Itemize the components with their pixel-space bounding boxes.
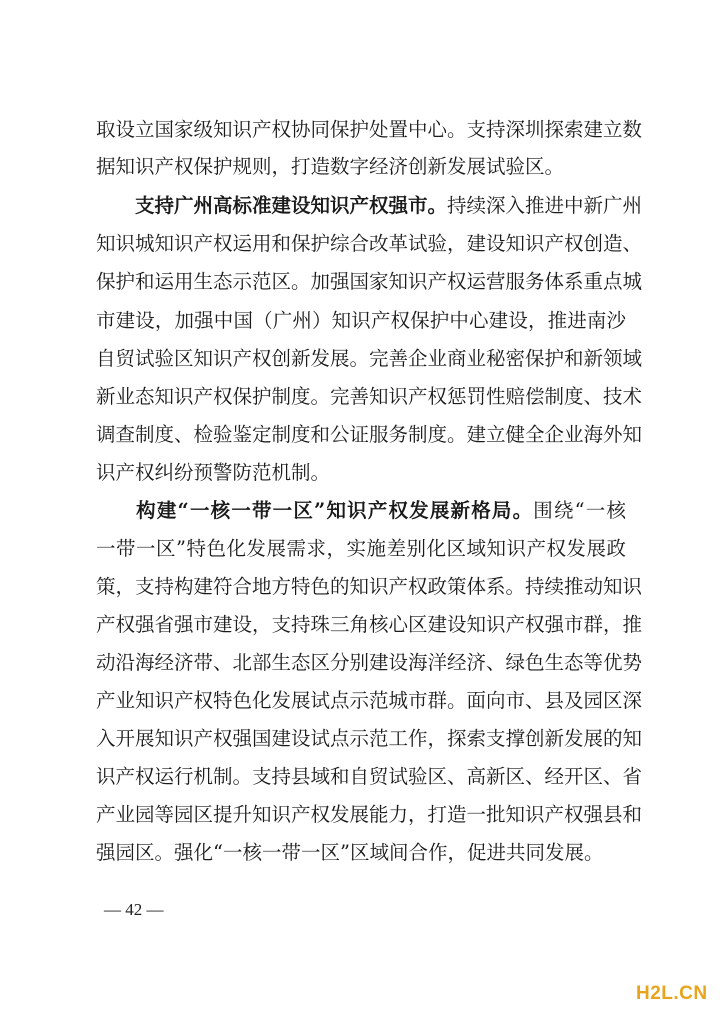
body-line: 产业园等园区提升知识产权发展能力，打造一批知识产权强县和: [96, 803, 643, 826]
paragraph-lead: 持续深入推进中新广州: [447, 194, 643, 217]
paragraph-lead: 围绕“一核: [533, 499, 626, 522]
paragraph-heading-line: [96, 495, 626, 527]
body-line: 识产权纠纷预警防范机制。: [96, 461, 331, 484]
body-line: 据知识产权保护规则，打造数字经济创新发展试验区。: [96, 155, 565, 178]
body-line: 市建设，加强中国（广州）知识产权保护中心建设，推进南沙: [96, 309, 626, 332]
body-line: 识产权运行机制。支持县域和自贸试验区、高新区、经开区、省: [96, 765, 643, 788]
body-line: 保护和运用生态示范区。加强国家知识产权运营服务体系重点城: [96, 270, 643, 293]
page-number: — 42 —: [104, 900, 164, 919]
body-line: 新业态知识产权保护制度。完善知识产权惩罚性赔偿制度、技术: [96, 385, 643, 408]
body-line: 取设立国家级知识产权协同保护处置中心。支持深圳探索建立数: [96, 118, 643, 141]
body-line: 调查制度、检验鉴定制度和公证服务制度。建立健全企业海外知: [96, 423, 643, 446]
paragraph-heading: 支持广州高标准建设知识产权强市。: [135, 194, 448, 217]
body-line: 产权强省强市建设，支持珠三角核心区建设知识产权强市群，推: [96, 613, 643, 636]
body-line: 知识城知识产权运用和保护综合改革试验，建设知识产权创造、: [96, 232, 643, 255]
body-line: 强园区。强化“一核一带一区”区域间合作，促进共同发展。: [96, 841, 604, 864]
body-line: 入开展知识产权强国建设试点示范工作，探索支撑创新发展的知: [96, 727, 643, 750]
body-line: 产业知识产权特色化发展试点示范城市群。面向市、县及园区深: [96, 689, 643, 712]
body-line: 自贸试验区知识产权创新发展。完善企业商业秘密保护和新领域: [96, 347, 643, 370]
paragraph-heading: 构建“一核一带一区”知识产权发展新格局。: [135, 499, 534, 522]
watermark-logo: H2L.CN: [636, 983, 708, 1004]
body-line: 策，支持构建符合地方特色的知识产权政策体系。持续推动知识: [96, 575, 643, 598]
body-line: 动沿海经济带、北部生态区分别建设海洋经济、绿色生态等优势: [96, 651, 643, 674]
body-line: 一带一区”特色化发展需求，实施差别化区域知识产权发展政: [96, 537, 626, 560]
paragraph-heading-line: [96, 190, 643, 222]
